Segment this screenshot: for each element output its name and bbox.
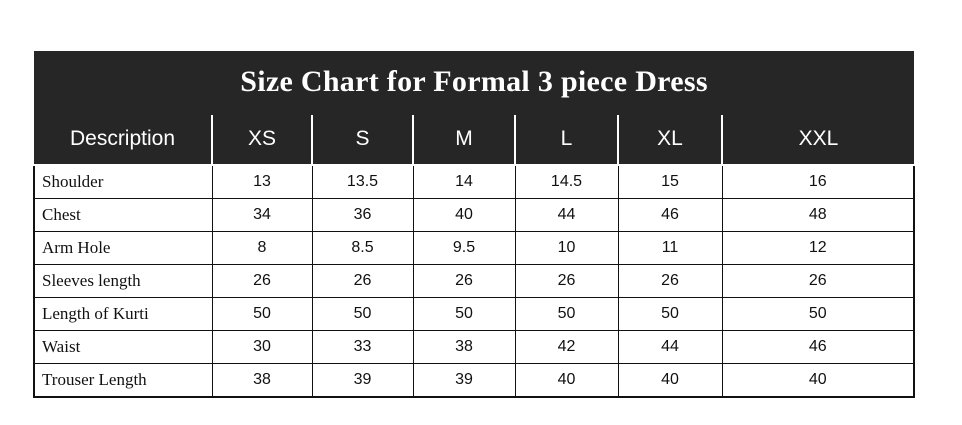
row-label-chest: Chest: [34, 199, 212, 232]
column-header-row: [34, 115, 914, 165]
cell-trouser-length-m: 39: [413, 364, 515, 398]
cell-trouser-length-s: 39: [312, 364, 413, 398]
table-row: [34, 265, 914, 298]
cell-chest-xl: 46: [618, 199, 722, 232]
table-row: [34, 364, 914, 398]
cell-trouser-length-xxl: 40: [722, 364, 914, 398]
cell-trouser-length-xl: 40: [618, 364, 722, 398]
cell-chest-xs: 34: [212, 199, 312, 232]
cell-chest-l: 44: [515, 199, 618, 232]
chart-body: [34, 165, 914, 397]
cell-arm-hole-xl: 11: [618, 232, 722, 265]
row-label-sleeves-length: Sleeves length: [34, 265, 212, 298]
column-header-xxl: XXL: [722, 115, 914, 165]
cell-length-of-kurti-xs: 50: [212, 298, 312, 331]
cell-arm-hole-m: 9.5: [413, 232, 515, 265]
cell-length-of-kurti-xl: 50: [618, 298, 722, 331]
cell-arm-hole-l: 10: [515, 232, 618, 265]
table-row: [34, 165, 914, 199]
cell-chest-xxl: 48: [722, 199, 914, 232]
row-label-waist: Waist: [34, 331, 212, 364]
cell-arm-hole-xxl: 12: [722, 232, 914, 265]
column-header-description: Description: [34, 115, 212, 165]
cell-chest-m: 40: [413, 199, 515, 232]
cell-chest-s: 36: [312, 199, 413, 232]
cell-waist-s: 33: [312, 331, 413, 364]
cell-sleeves-length-xxl: 26: [722, 265, 914, 298]
column-header-s: S: [312, 115, 413, 165]
chart-title: Size Chart for Formal 3 piece Dress: [34, 51, 914, 115]
cell-sleeves-length-s: 26: [312, 265, 413, 298]
cell-length-of-kurti-l: 50: [515, 298, 618, 331]
size-chart-container: [33, 51, 913, 398]
column-header-m: M: [413, 115, 515, 165]
row-label-shoulder: Shoulder: [34, 165, 212, 199]
row-label-trouser-length: Trouser Length: [34, 364, 212, 398]
cell-trouser-length-xs: 38: [212, 364, 312, 398]
chart-title-row: [34, 51, 914, 115]
table-row: [34, 232, 914, 265]
column-header-l: L: [515, 115, 618, 165]
row-label-arm-hole: Arm Hole: [34, 232, 212, 265]
cell-length-of-kurti-s: 50: [312, 298, 413, 331]
cell-length-of-kurti-m: 50: [413, 298, 515, 331]
cell-sleeves-length-m: 26: [413, 265, 515, 298]
cell-arm-hole-xs: 8: [212, 232, 312, 265]
cell-waist-l: 42: [515, 331, 618, 364]
cell-shoulder-xl: 15: [618, 165, 722, 199]
cell-trouser-length-l: 40: [515, 364, 618, 398]
column-header-xl: XL: [618, 115, 722, 165]
cell-sleeves-length-xs: 26: [212, 265, 312, 298]
cell-shoulder-l: 14.5: [515, 165, 618, 199]
table-row: [34, 298, 914, 331]
cell-shoulder-xs: 13: [212, 165, 312, 199]
cell-waist-xl: 44: [618, 331, 722, 364]
table-row: [34, 199, 914, 232]
cell-shoulder-s: 13.5: [312, 165, 413, 199]
cell-sleeves-length-l: 26: [515, 265, 618, 298]
row-label-length-of-kurti: Length of Kurti: [34, 298, 212, 331]
cell-waist-m: 38: [413, 331, 515, 364]
cell-shoulder-xxl: 16: [722, 165, 914, 199]
table-row: [34, 331, 914, 364]
cell-shoulder-m: 14: [413, 165, 515, 199]
cell-arm-hole-s: 8.5: [312, 232, 413, 265]
size-chart-table: [33, 51, 915, 398]
cell-sleeves-length-xl: 26: [618, 265, 722, 298]
column-header-xs: XS: [212, 115, 312, 165]
cell-waist-xs: 30: [212, 331, 312, 364]
cell-waist-xxl: 46: [722, 331, 914, 364]
cell-length-of-kurti-xxl: 50: [722, 298, 914, 331]
